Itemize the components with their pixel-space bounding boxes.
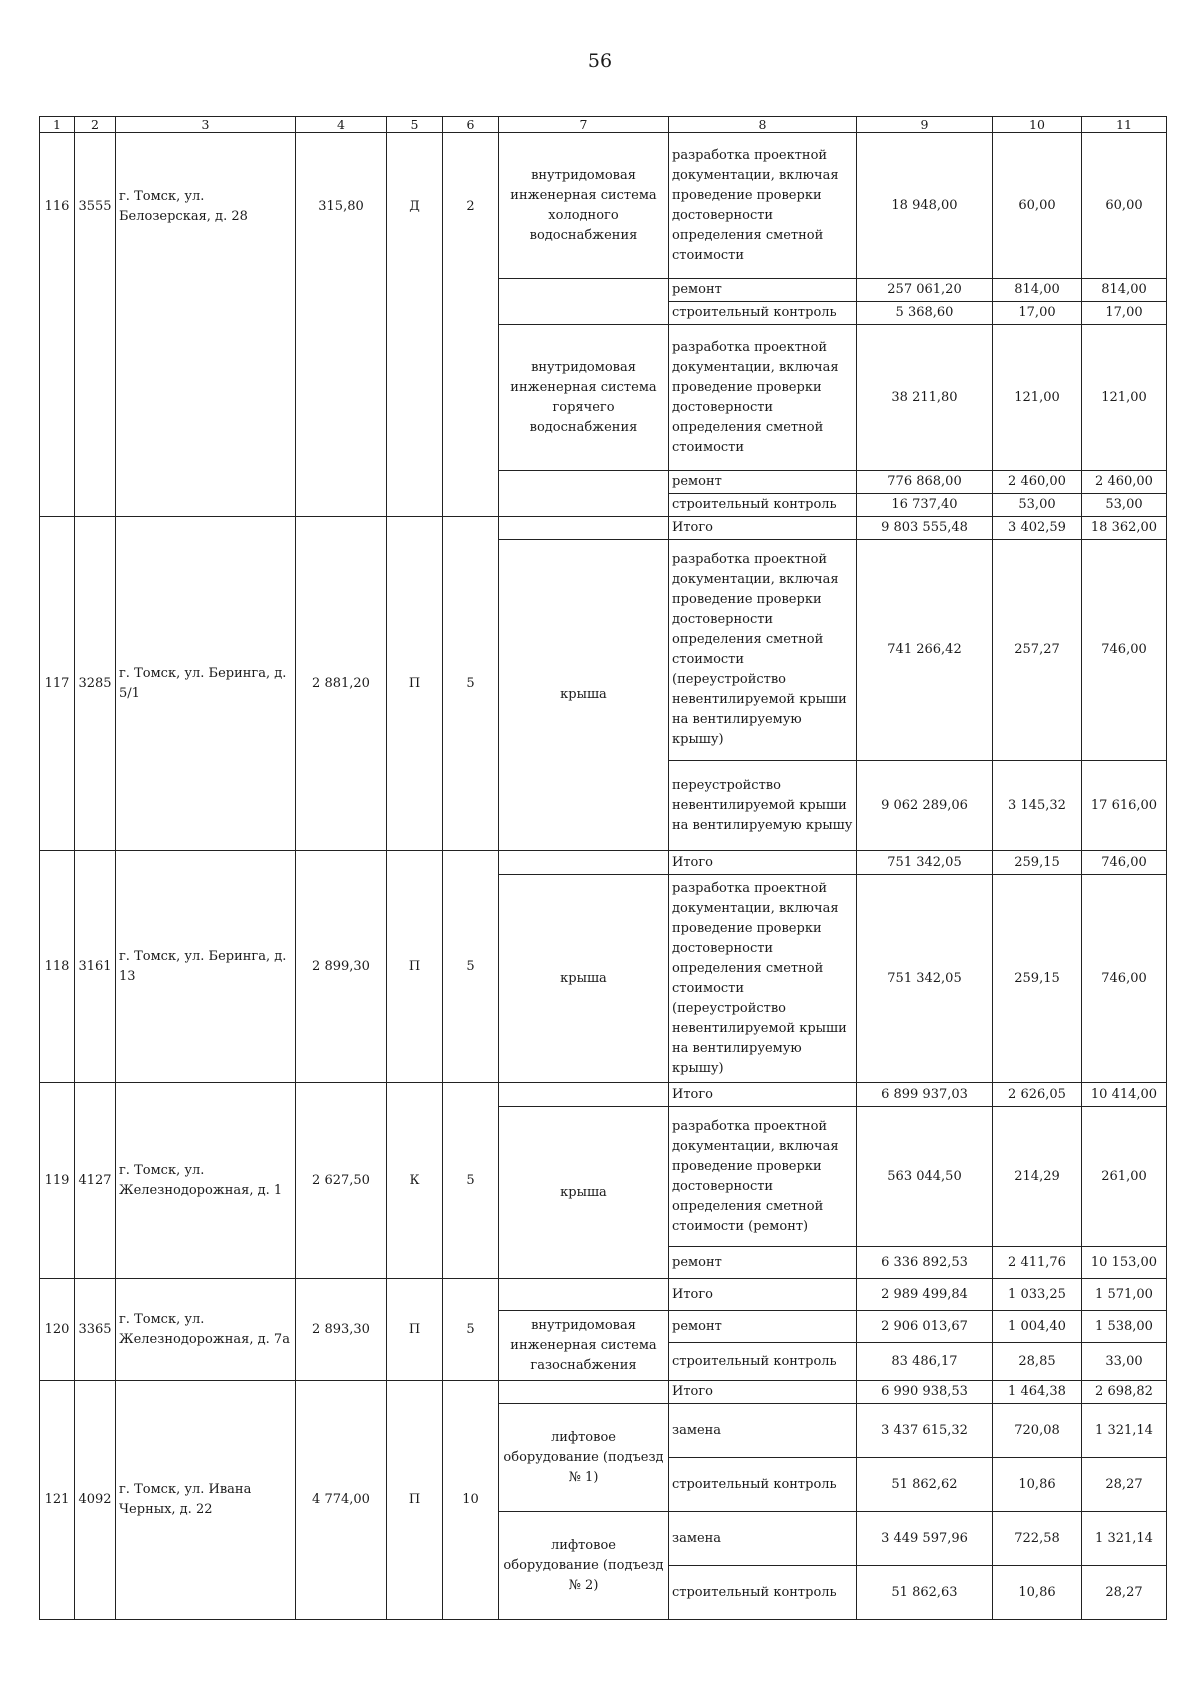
system-name-cont [499, 279, 669, 302]
cost-total: 3 437 615,32 [857, 1404, 993, 1458]
house-code: 3285 [75, 517, 116, 851]
cost-total: 83 486,17 [857, 1343, 993, 1381]
system-name: крыша [499, 1107, 669, 1279]
system-name-cont [499, 302, 669, 325]
floors: 10 [443, 1381, 499, 1620]
area: 2 899,30 [296, 851, 387, 1083]
address: г. Томск, ул. Железнодорожная, д. 1 [116, 1083, 296, 1279]
work-name: ремонт [669, 471, 857, 494]
cost-total: 741 266,42 [857, 540, 993, 761]
wall-type: П [387, 517, 443, 851]
table-row [40, 1279, 1167, 1311]
row-number: 118 [40, 851, 75, 1083]
system-name: лифтовое оборудование (подъезд № 1) [499, 1404, 669, 1512]
system-name-empty [499, 1381, 669, 1404]
cost-total: 2 906 013,67 [857, 1311, 993, 1343]
cost-per-sqm: 10,86 [993, 1566, 1082, 1620]
total-cost: 751 342,05 [857, 851, 993, 875]
cost-per-sqm: 720,08 [993, 1404, 1082, 1458]
column-number-row [40, 117, 1167, 133]
area: 4 774,00 [296, 1381, 387, 1620]
col-header: 8 [669, 117, 857, 133]
cost-total: 9 062 289,06 [857, 761, 993, 851]
total-cost: 6 990 938,53 [857, 1381, 993, 1404]
cost-per-sqm: 259,15 [993, 875, 1082, 1083]
table-row [40, 1083, 1167, 1107]
system-name: крыша [499, 875, 669, 1083]
floors: 5 [443, 517, 499, 851]
cost-per-sqm: 53,00 [993, 494, 1082, 517]
cost-limit: 33,00 [1082, 1343, 1167, 1381]
col-header: 11 [1082, 117, 1167, 133]
col-header: 9 [857, 117, 993, 133]
row-number: 120 [40, 1279, 75, 1381]
address: г. Томск, ул. Беринга, д. 5/1 [116, 517, 296, 851]
house-code: 3555 [75, 133, 116, 517]
system-name-empty [499, 1279, 669, 1311]
cost-limit: 1 538,00 [1082, 1311, 1167, 1343]
total-label: Итого [669, 1279, 857, 1311]
wall-type: П [387, 1279, 443, 1381]
col-header: 6 [443, 117, 499, 133]
system-name: лифтовое оборудование (подъезд № 2) [499, 1512, 669, 1620]
wall-type: П [387, 851, 443, 1083]
work-name: разработка проектной документации, включая проведение проверки достоверности определения сметной стоимости (переустройство невентилируемой крыши на вентилируемую крышу) [669, 875, 857, 1083]
cost-limit: 17 616,00 [1082, 761, 1167, 851]
floors: 5 [443, 851, 499, 1083]
cost-limit: 814,00 [1082, 279, 1167, 302]
cost-total: 3 449 597,96 [857, 1512, 993, 1566]
cost-limit: 10 153,00 [1082, 1247, 1167, 1279]
cost-per-sqm: 214,29 [993, 1107, 1082, 1247]
house-code: 3365 [75, 1279, 116, 1381]
system-name-cont [499, 471, 669, 494]
total-cost: 9 803 555,48 [857, 517, 993, 540]
total-limit: 2 698,82 [1082, 1381, 1167, 1404]
table-row [40, 133, 1167, 279]
total-limit: 746,00 [1082, 851, 1167, 875]
system-name-empty [499, 1083, 669, 1107]
work-name: разработка проектной документации, включая проведение проверки достоверности определения сметной стоимости [669, 133, 857, 279]
cost-per-sqm: 1 004,40 [993, 1311, 1082, 1343]
row-number: 116 [40, 133, 75, 517]
work-name: ремонт [669, 1247, 857, 1279]
wall-type: Д [387, 133, 443, 517]
work-name: разработка проектной документации, включая проведение проверки достоверности определения сметной стоимости (ремонт) [669, 1107, 857, 1247]
cost-limit: 1 321,14 [1082, 1512, 1167, 1566]
work-name: замена [669, 1512, 857, 1566]
total-limit: 10 414,00 [1082, 1083, 1167, 1107]
cost-per-sqm: 10,86 [993, 1458, 1082, 1512]
col-header: 1 [40, 117, 75, 133]
total-per-sqm: 1 464,38 [993, 1381, 1082, 1404]
cost-limit: 746,00 [1082, 540, 1167, 761]
col-header: 3 [116, 117, 296, 133]
cost-per-sqm: 28,85 [993, 1343, 1082, 1381]
area: 2 881,20 [296, 517, 387, 851]
cost-limit: 60,00 [1082, 133, 1167, 279]
system-name: крыша [499, 540, 669, 851]
floors: 2 [443, 133, 499, 517]
row-number: 119 [40, 1083, 75, 1279]
cost-per-sqm: 60,00 [993, 133, 1082, 279]
system-name: внутридомовая инженерная система горячего водоснабжения [499, 325, 669, 471]
total-limit: 18 362,00 [1082, 517, 1167, 540]
row-number: 121 [40, 1381, 75, 1620]
wall-type: К [387, 1083, 443, 1279]
address: г. Томск, ул. Железнодорожная, д. 7а [116, 1279, 296, 1381]
cost-limit: 28,27 [1082, 1566, 1167, 1620]
cost-limit: 121,00 [1082, 325, 1167, 471]
system-name-empty [499, 851, 669, 875]
col-header: 5 [387, 117, 443, 133]
total-per-sqm: 1 033,25 [993, 1279, 1082, 1311]
house-code: 4092 [75, 1381, 116, 1620]
area: 315,80 [296, 133, 387, 517]
floors: 5 [443, 1279, 499, 1381]
system-name-empty [499, 517, 669, 540]
cost-limit: 28,27 [1082, 1458, 1167, 1512]
system-name-cont [499, 494, 669, 517]
house-code: 3161 [75, 851, 116, 1083]
work-name: разработка проектной документации, включая проведение проверки достоверности определения сметной стоимости (переустройство невентилируемой крыши на вентилируемую крышу) [669, 540, 857, 761]
cost-total: 38 211,80 [857, 325, 993, 471]
cost-per-sqm: 3 145,32 [993, 761, 1082, 851]
total-cost: 6 899 937,03 [857, 1083, 993, 1107]
total-label: Итого [669, 1381, 857, 1404]
cost-limit: 1 321,14 [1082, 1404, 1167, 1458]
cost-per-sqm: 257,27 [993, 540, 1082, 761]
area: 2 627,50 [296, 1083, 387, 1279]
cost-limit: 53,00 [1082, 494, 1167, 517]
cost-per-sqm: 2 411,76 [993, 1247, 1082, 1279]
work-name: строительный контроль [669, 1343, 857, 1381]
total-per-sqm: 2 626,05 [993, 1083, 1082, 1107]
total-per-sqm: 3 402,59 [993, 517, 1082, 540]
table-row [40, 517, 1167, 540]
col-header: 2 [75, 117, 116, 133]
col-header: 4 [296, 117, 387, 133]
total-label: Итого [669, 517, 857, 540]
total-cost: 2 989 499,84 [857, 1279, 993, 1311]
total-limit: 1 571,00 [1082, 1279, 1167, 1311]
address: г. Томск, ул. Ивана Черных, д. 22 [116, 1381, 296, 1620]
cost-limit: 17,00 [1082, 302, 1167, 325]
work-name: строительный контроль [669, 494, 857, 517]
house-code: 4127 [75, 1083, 116, 1279]
address: г. Томск, ул. Беринга, д. 13 [116, 851, 296, 1083]
work-name: ремонт [669, 279, 857, 302]
capital-repair-table [39, 116, 1167, 1620]
cost-per-sqm: 2 460,00 [993, 471, 1082, 494]
cost-per-sqm: 17,00 [993, 302, 1082, 325]
cost-total: 776 868,00 [857, 471, 993, 494]
work-name: ремонт [669, 1311, 857, 1343]
page-number: 56 [587, 50, 613, 72]
row-number: 117 [40, 517, 75, 851]
cost-total: 16 737,40 [857, 494, 993, 517]
col-header: 7 [499, 117, 669, 133]
cost-total: 51 862,63 [857, 1566, 993, 1620]
cost-total: 257 061,20 [857, 279, 993, 302]
cost-limit: 261,00 [1082, 1107, 1167, 1247]
work-name: замена [669, 1404, 857, 1458]
table-row [40, 851, 1167, 875]
wall-type: П [387, 1381, 443, 1620]
work-name: разработка проектной документации, включая проведение проверки достоверности определения сметной стоимости [669, 325, 857, 471]
floors: 5 [443, 1083, 499, 1279]
table-row [40, 1381, 1167, 1404]
total-label: Итого [669, 851, 857, 875]
system-name: внутридомовая инженерная система газоснабжения [499, 1311, 669, 1381]
work-name: строительный контроль [669, 1458, 857, 1512]
cost-total: 18 948,00 [857, 133, 993, 279]
cost-total: 51 862,62 [857, 1458, 993, 1512]
area: 2 893,30 [296, 1279, 387, 1381]
cost-per-sqm: 722,58 [993, 1512, 1082, 1566]
cost-limit: 2 460,00 [1082, 471, 1167, 494]
cost-limit: 746,00 [1082, 875, 1167, 1083]
system-name: внутридомовая инженерная система холодного водоснабжения [499, 133, 669, 279]
work-name: переустройство невентилируемой крыши на вентилируемую крышу [669, 761, 857, 851]
cost-total: 6 336 892,53 [857, 1247, 993, 1279]
total-per-sqm: 259,15 [993, 851, 1082, 875]
cost-total: 751 342,05 [857, 875, 993, 1083]
cost-total: 563 044,50 [857, 1107, 993, 1247]
cost-per-sqm: 121,00 [993, 325, 1082, 471]
cost-total: 5 368,60 [857, 302, 993, 325]
cost-per-sqm: 814,00 [993, 279, 1082, 302]
col-header: 10 [993, 117, 1082, 133]
work-name: строительный контроль [669, 302, 857, 325]
work-name: строительный контроль [669, 1566, 857, 1620]
address: г. Томск, ул. Белозерская, д. 28 [116, 133, 296, 517]
total-label: Итого [669, 1083, 857, 1107]
